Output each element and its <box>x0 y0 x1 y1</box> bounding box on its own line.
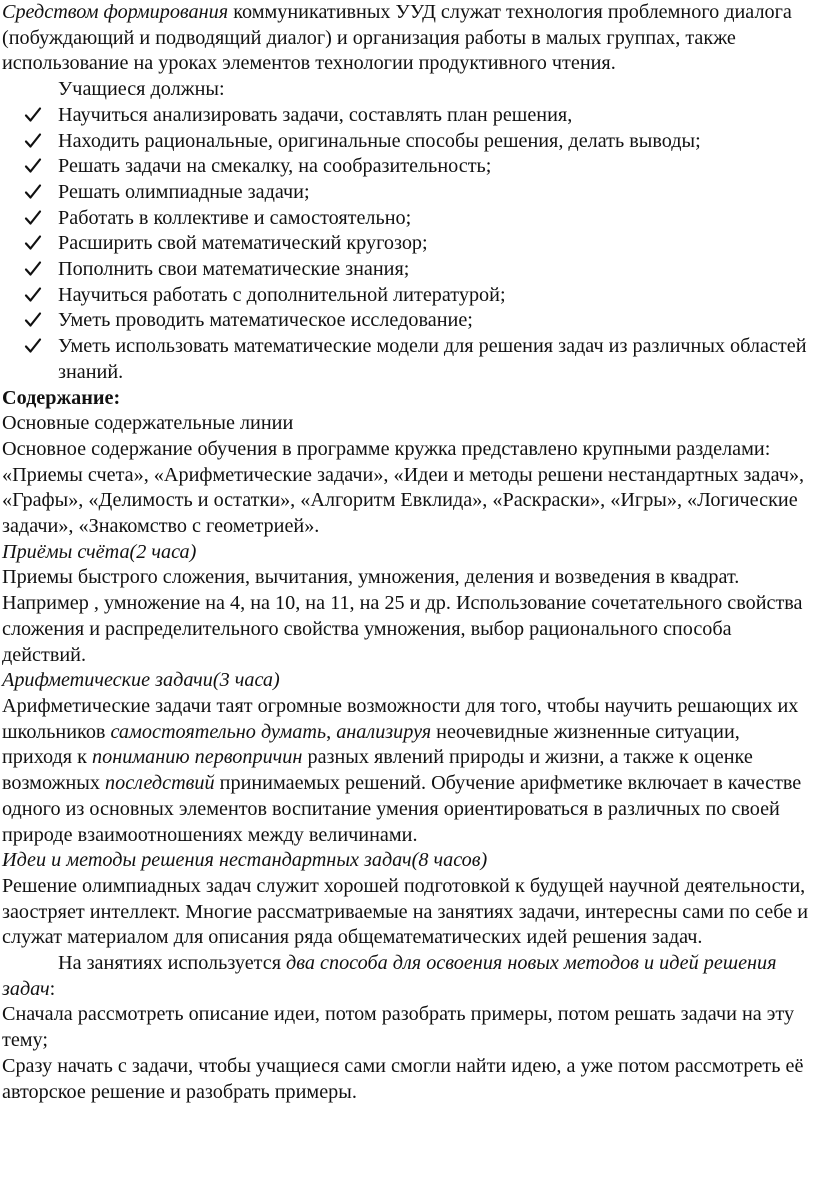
two-ways-prefix: На занятиях используется <box>58 952 287 975</box>
checklist-item-text: Работать в коллективе и самостоятельно; <box>58 206 412 229</box>
checklist-item <box>2 334 810 385</box>
arith-text-1: Арифметические задачи таят огромные возможности для того, чтобы научить решающих их школьников <box>2 694 799 743</box>
two-ways-paragraph <box>2 951 810 1002</box>
checklist-item-text: Научиться работать с дополнительной литературой; <box>58 283 506 306</box>
checklist-item <box>2 231 810 257</box>
checklist-item <box>2 180 810 206</box>
arith-text-4: разных явлений природы и жизни, а также к оценке возможных <box>2 746 753 795</box>
checklist-item-text: Пополнить свои математические знания; <box>58 258 410 281</box>
students-intro: Учащиеся должны: <box>58 78 225 101</box>
section-heading-counting: Приёмы счёта(2 часа) <box>2 540 197 563</box>
checkmark-icon <box>24 260 42 278</box>
way-one: Сначала рассмотреть описание идеи, потом разобрать примеры, потом решать задачи на эту тему; <box>2 1003 795 1052</box>
arith-emphasis-4: последствий <box>105 772 215 795</box>
checklist-item-text: Расширить свой математический кругозор; <box>58 232 428 255</box>
checklist-item <box>2 283 810 309</box>
arith-emphasis-2: анализируя <box>336 720 432 743</box>
skills-checklist <box>2 103 810 386</box>
two-ways-suffix: : <box>49 977 56 1000</box>
checklist-item <box>2 206 810 232</box>
checklist-item <box>2 103 810 129</box>
checklist-item-text: Уметь использовать математические модели для решения задач из различных областей знаний. <box>58 335 807 383</box>
section-body-methods: Решение олимпиадных задач служит хорошей подготовкой к будущей научной деятельности, заостряет интеллект. Многие рассматриваемые на занятиях задачи, интересны сами по себе и служат материалом для описания ряда общематематических идей решения задач. <box>2 874 809 949</box>
checkmark-icon <box>24 106 42 124</box>
checkmark-icon <box>24 286 42 304</box>
checkmark-icon <box>24 234 42 252</box>
checklist-item-text: Находить рациональные, оригинальные способы решения, делать выводы; <box>58 129 701 152</box>
section-heading-arithmetic: Арифметические задачи(3 часа) <box>2 669 280 692</box>
sections-overview: Основное содержание обучения в программе кружка представлено крупными разделами: «Приемы счета», «Арифметические задачи», «Идеи и методы решени нестандартных задач», «Графы», «Делимость и остатки», «Алгоритм Евклида», «Раскраски», «Игры», «Логические задачи», «Знакомство с геометрией». <box>2 437 805 538</box>
section-body-counting: Приемы быстрого сложения, вычитания, умножения, деления и возведения в квадрат. Например , умножение на 4, на 10, на 11, на 25 и др. Использование сочетательного свойства сложения и распределительного свойства умножения, выбор рационального способа действий. <box>2 566 803 666</box>
checklist-item-text: Уметь проводить математическое исследование; <box>58 309 473 332</box>
main-lines-label: Основные содержательные линии <box>2 412 294 435</box>
checklist-item <box>2 154 810 180</box>
checkmark-icon <box>24 132 42 150</box>
section-heading-methods: Идеи и методы решения нестандартных задач(8 часов) <box>2 849 488 872</box>
way-two: Сразу начать с задачи, чтобы учащиеся сами смогли найти идею, а уже потом рассмотреть её авторское решение и разобрать примеры. <box>2 1054 804 1103</box>
checklist-item <box>2 257 810 283</box>
checklist-item-text: Решать олимпиадные задачи; <box>58 180 310 203</box>
arith-text-2: , <box>326 720 337 743</box>
arith-text-3: неочевидные жизненные ситуации, приходя к <box>2 720 740 769</box>
checkmark-icon <box>24 337 42 355</box>
arith-text-5: принимаемых решений. Обучение арифметике включает в качестве одного из основных элементов воспитание умения ориентироваться в различных по своей природе взаимоотношениях между величинами. <box>2 772 802 846</box>
arith-emphasis-3: пониманию первопричин <box>92 746 303 769</box>
two-ways-emphasis: два способа для освоения новых методов и идей решения задач <box>2 952 777 1000</box>
checklist-item-text: Решать задачи на смекалку, на сообразительность; <box>58 155 492 178</box>
checkmark-icon <box>24 311 42 329</box>
section-body-arithmetic <box>2 694 810 848</box>
arith-emphasis-1: самостоятельно думать <box>110 720 327 743</box>
intro-emphasis: Средством формирования <box>2 1 229 23</box>
checklist-item <box>2 308 810 334</box>
content-heading: Содержание: <box>2 386 121 409</box>
checkmark-icon <box>24 209 42 227</box>
intro-paragraph <box>2 0 810 77</box>
checklist-item <box>2 129 810 155</box>
intro-text: коммуникативных УУД служат технология проблемного диалога (побуждающий и подводящий диалог) и организация работы в малых группах, также использование на уроках элементов технологии продуктивного чтения. <box>2 1 792 75</box>
checkmark-icon <box>24 157 42 175</box>
checklist-item-text: Научиться анализировать задачи, составлять план решения, <box>58 103 573 126</box>
checkmark-icon <box>24 183 42 201</box>
